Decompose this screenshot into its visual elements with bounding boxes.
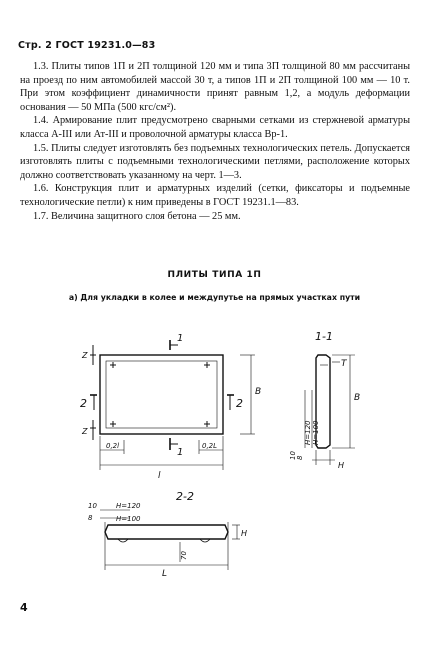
subsection-title: а) Для укладки в колее и междупутье на прямых участках пути — [68, 293, 361, 302]
z-dim-top: Z — [82, 351, 88, 360]
dim-l: l — [158, 471, 161, 481]
page-header: Стр. 2 ГОСТ 19231.0—83 — [18, 40, 156, 51]
dim-b-plan: B — [255, 387, 262, 397]
dim-L: L — [162, 569, 168, 579]
dim-10-2: 10 — [88, 502, 97, 510]
dim-b-section: B — [354, 393, 361, 403]
dim-02l-right: 0,2L — [202, 442, 218, 450]
dim-h-2: H — [241, 529, 248, 538]
dim-h-section: H — [338, 461, 345, 470]
section-title: ПЛИТЫ ТИПА 1П — [167, 270, 262, 280]
page-number: 4 — [20, 601, 28, 614]
cut-2-label-left: 2 — [80, 397, 87, 410]
paragraph-1-7: 1.7. Величина защитного слоя бетона — 25 мм. — [33, 210, 241, 222]
dim-t: T — [341, 359, 347, 369]
paragraph-1-6: 1.6. Конструкция плит и арматурных изделий (сетки, фиксаторы и подъемные технологические петли) к ним приведены в ГОСТ 19231.1—83. — [20, 183, 410, 208]
slab-outline-plan — [100, 355, 223, 434]
paragraph-1-4: 1.4. Армирование плит предусмотрено сварными сетками из стержневой арматуры класса А-III или Ат-III и проволочной арматуры класса Вр-1. — [20, 115, 410, 140]
cut-2-label-right: 2 — [236, 397, 243, 410]
technical-drawing — [0, 310, 429, 600]
dim-8-2: 8 — [88, 514, 93, 522]
paragraph-1-3: 1.3. Плиты типов 1П и 2П толщиной 120 мм и типа 3П толщиной 80 мм рассчитаны на проезд по ним автомобилей массой 30 т, а типов 1П и 2П толщиной 100 мм — 10 т. При этом коэффициент динамичности принят равным 1,2, а модуль деформации основания — 50 МПа (500 кгс/см²). — [20, 61, 410, 113]
dim-h120-2: H=120 — [116, 502, 141, 510]
section-2-2-profile — [105, 525, 228, 539]
body-text — [20, 60, 410, 223]
dim-h100-2: H=100 — [116, 515, 141, 523]
section-1-1-label: 1-1 — [315, 330, 333, 343]
slab-inner-plan — [106, 361, 217, 428]
dim-h120-section: H=120 — [304, 420, 312, 445]
dim-70: 70 — [180, 551, 188, 560]
dim-8-section: 8 — [296, 455, 304, 460]
dim-h100-section: H=100 — [312, 420, 320, 445]
z-dim-bottom: Z — [82, 427, 88, 436]
cut-1-label-bottom: 1 — [177, 447, 184, 458]
cut-1-label-top: 1 — [177, 333, 184, 344]
dim-10-section: 10 — [289, 451, 297, 460]
dim-02l-left: 0,2l — [106, 442, 120, 450]
section-2-2-label: 2-2 — [176, 490, 194, 503]
paragraph-1-5: 1.5. Плиты следует изготовлять без подъемных технологических петель. Допускается изготовлять плиты с подъемными технологическими петлями, расположение которых должно соответствовать указанному на черт. 1—3. — [20, 142, 410, 181]
